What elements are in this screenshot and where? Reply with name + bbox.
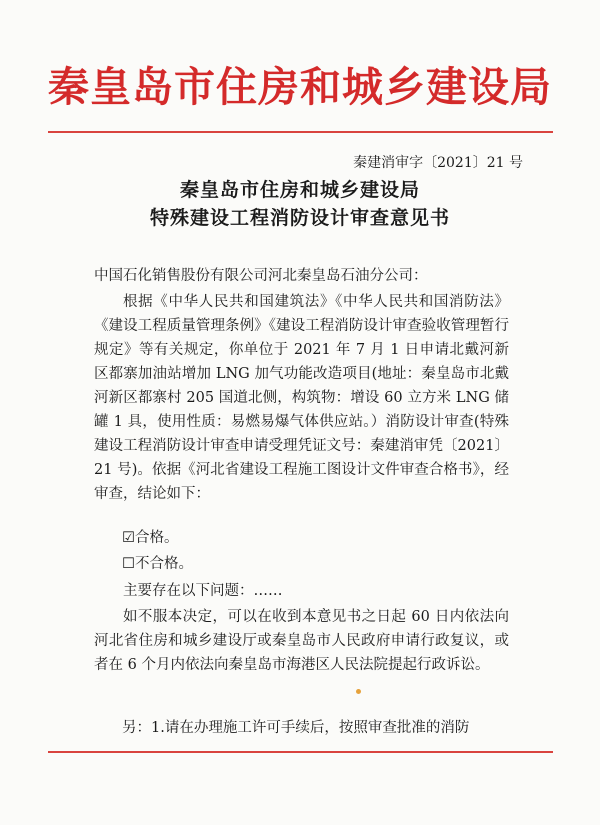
option-pass-label: 合格。 bbox=[135, 530, 179, 546]
paragraph-appeal: 如不服本决定，可以在收到本意见书之日起 60 日内依法向河北省住房和城乡建设厅或秦皇岛市人民政府申请行政复议，或者在 6 个月内依法向秦皇岛市海港区人民法院提起行政诉讼。 bbox=[94, 609, 509, 673]
document-number: 秦建消审字〔2021〕21 号 bbox=[353, 155, 523, 171]
addressee: 中国石化销售股份有限公司河北秦皇岛石油分公司： bbox=[94, 268, 428, 284]
option-fail-label: 不合格。 bbox=[135, 556, 193, 572]
option-fail bbox=[122, 553, 193, 575]
agency-letterhead: 秦皇岛市住房和城乡建设局 bbox=[48, 63, 552, 111]
option-pass bbox=[122, 527, 179, 549]
paragraph-basis: 根据《中华人民共和国建筑法》《中华人民共和国消防法》《建设工程质量管理条例》《建设工程消防设计审查验收管理暂行规定》等有关规定，你单位于 2021 年 7 月 1 日申请北戴河新区都寨加油站增加 LNG 加气功能改造项目(地址：秦皇岛市北戴河新区都寨村 205 国道北侧，构筑物：增设 60 立方米 LNG 储罐 1 具，使用性质：易燃易爆气体供应站。）消防设计审查(特殊建设工程消防设计审查申请受理凭证文号：秦建消审凭〔2021〕21 号)。依据《河北省建设工程施工图设计文件审查合格书》，经审查，结论如下： bbox=[94, 294, 509, 502]
unchecked-box-icon: ☐ bbox=[122, 556, 135, 572]
scan-mark bbox=[356, 689, 361, 694]
letterhead-red-rule bbox=[48, 131, 553, 133]
checked-box-icon: ☑ bbox=[122, 530, 135, 546]
issues-line: 主要存在以下问题：…… bbox=[123, 583, 283, 599]
footer-red-rule bbox=[48, 751, 553, 753]
document-title-agency: 秦皇岛市住房和城乡建设局 bbox=[179, 179, 420, 201]
note-line: 另：1.请在办理施工许可手续后，按照审查批准的消防 bbox=[122, 720, 470, 736]
document-title: 特殊建设工程消防设计审查意见书 bbox=[149, 207, 450, 229]
